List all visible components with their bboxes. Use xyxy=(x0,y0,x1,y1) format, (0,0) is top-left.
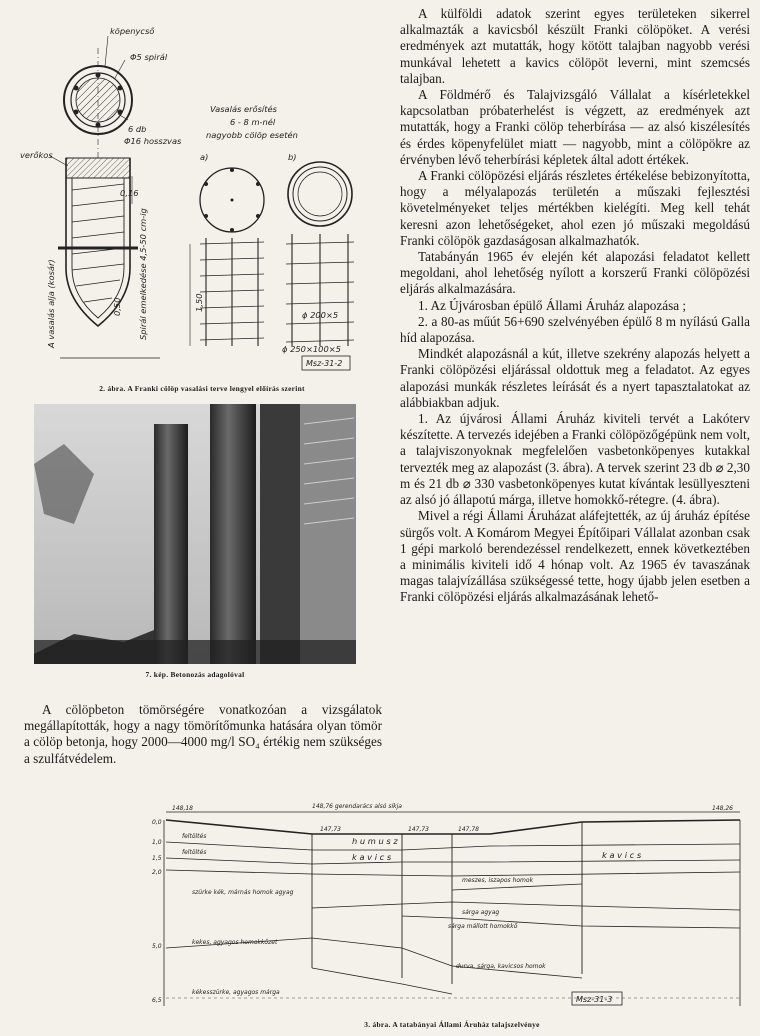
label-erosites-2: 6 - 8 m-nél xyxy=(230,117,276,127)
label-kopenycso: köpenycső xyxy=(110,26,155,36)
stamp-msz-31-3: Msz-31-3 xyxy=(576,995,613,1004)
right-list-item-1: 1. Az Újvárosban épülő Állami Áruház alapozása ; xyxy=(418,297,687,313)
label-kavics-1: k a v i c s xyxy=(352,852,392,862)
label-kekes-agyag: kékesszürke, agyagos márga xyxy=(192,989,280,996)
label-variant-a: a) xyxy=(200,152,209,162)
label-dim-050: 0,50 xyxy=(112,297,122,316)
figure-2 xyxy=(20,8,384,386)
figure-2-caption: 2. ábra. A Franki cölöp vasalási terve lengyel előírás szerint xyxy=(99,384,305,393)
right-list-item-2: 2. a 80-as műút 56+690 szelvényében épülő 8 m nyílású Galla híd alapozása. xyxy=(400,313,750,346)
label-elev-1: 147,73 xyxy=(320,826,341,833)
label-szurke-agyag: szürke kék, márnás homok agyag xyxy=(192,889,294,896)
right-paragraph-3: A Franki cölöpözési eljárás részletes értékelése bebizonyította, hogy a mélyalapozás területén a műszaki fejlesztési követelményeket teljes mértékben kielégíti. Meg kell tehát keresni azon lehetőségeket, ahol ezen jó műszaki megoldású Franki cölöpök gazdaságosan alkalmazhatók. xyxy=(400,168,750,248)
depth-label: 5,0 xyxy=(152,943,162,950)
right-paragraph-1: A külföldi adatok szerint egyes területeken sikerrel alkalmazták a kavicsból készült Franki cölöpöket. A verési eredmények azt mutatták, hogy kötött talajban nagyobb verési munkával lehetett a kavics cölöpöt leverni, mint szemcsés talajban. xyxy=(400,6,750,86)
right-column xyxy=(400,6,750,606)
figure-3-caption: 3. ábra. A tatabányai Állami Áruház talajszelvénye xyxy=(364,1020,540,1029)
right-paragraph-6: 1. Az újvárosi Állami Áruház kiviteli tervét a Lakóterv készítette. A tervezés idejében a Franki cölöpözőgépünk nem volt, a talajviszonyoknak megfelelően vasbetonköpenyes kutakkal tervezték meg az alapozást (3. ábra). A tervek szerint 23 db ⌀ 2,30 m és 21 db ⌀ 330 vasbetonköpenyes kutat kívántak lesüllyeszteni az alsó jó állapotú márga, illetve homokkő-rétegre. (4. ábra). xyxy=(400,411,750,508)
variant-cage-elevation xyxy=(190,234,354,346)
label-kavics-2: k a v i c s xyxy=(602,850,642,860)
label-gerenda: 148,76 gerendarács alsó síkja xyxy=(312,803,402,810)
photo-7-image xyxy=(34,404,356,664)
label-feltoltes-2: feltöltés xyxy=(182,849,207,856)
label-elev-2: 147,73 xyxy=(408,826,429,833)
left-paragraph: A cölöpbeton tömörségére vonatkozóan a vizsgálatok megállapították, hogy a nagy tömörítőmunka hatására olyan tömör a cölöp betonja, hogy 2000—4000 mg/l SO₄ értékig nem szükséges a szulfátvédelem. xyxy=(24,702,382,766)
right-paragraph-5: Mindkét alapozásnál a kút, illetve szekrény alapozás helyett a Franki cölöpözési eljárással oldottuk meg a feladatot. Az egyes alapozási munkák részletes leírását és a nyert tapasztalatokat az alábbiakban adjuk. xyxy=(400,346,750,410)
depth-label: 6,5 xyxy=(152,997,162,1004)
label-durva-homok: durva, sárga, kavicsos homok xyxy=(456,963,546,970)
label-top-elev-left: 148,18 xyxy=(172,805,193,812)
figure-3 xyxy=(152,798,752,1016)
label-meszes-homok: meszes, iszapos homok xyxy=(462,877,534,884)
depth-scale xyxy=(152,819,162,1004)
label-hosszvas-1: 6 db xyxy=(128,124,147,134)
depth-label: 0,0 xyxy=(152,819,162,826)
label-dim-150: 1,50 xyxy=(194,293,204,312)
variant-a-section xyxy=(200,168,264,232)
figure-2-drawing xyxy=(20,8,384,386)
label-top-elev-right: 148,26 xyxy=(712,805,733,812)
label-spiral: Φ5 spirál xyxy=(130,52,168,62)
stamp-msz-31-2: Msz-31-2 xyxy=(306,359,343,368)
label-phi-250: ϕ 250×100×5 xyxy=(282,344,341,354)
figure-3-drawing xyxy=(152,798,752,1016)
right-paragraph-2: A Földmérő és Talajvizsgáló Vállalat a kísérletekkel kapcsolatban próbaterhelést is végzett, az eredmények azt mutatták, hogy a Franki cölöp teherbírása — az alsó kiszélesítés és érdes köpenyfelület miatt — nagyobb, mint a cölöpökre az érvényben lévő teherbírási képletek által adott értékek. xyxy=(400,87,750,167)
label-humusz: h u m u s z xyxy=(352,836,398,846)
pile-elevation xyxy=(20,150,160,358)
label-elev-3: 147,78 xyxy=(458,826,479,833)
label-erosites-3: nagyobb cölöp esetén xyxy=(206,130,298,140)
label-verokos: verőkos xyxy=(20,150,53,160)
right-paragraph-4: Tatabányán 1965 év elején két alapozási feladatot kellett megoldani, ahol lehetőség nyílott a korszerű Franki cölöpözési eljárás alkalmazására. xyxy=(400,249,750,297)
label-kosar: A vasalás alja (kosár) xyxy=(46,259,56,348)
label-sarga-agyag: sárga agyag xyxy=(462,909,500,916)
label-spiral-emelkedes: Spirál emelkedése 4,5-50 cm-ig xyxy=(138,208,148,340)
label-feltoltes-1: feltöltés xyxy=(182,833,207,840)
depth-label: 1,0 xyxy=(152,839,162,846)
label-kekes-homokko: kekes, agyagos homokkőzet xyxy=(192,939,278,946)
label-phi-200: ϕ 200×5 xyxy=(302,310,339,320)
label-variant-b: b) xyxy=(288,152,297,162)
right-paragraph-7: Mivel a régi Állami Áruházat aláfejtették, az új áruház építése sürgős volt. A Komárom Megyei Építőipari Vállalat azonban csak 1 gépi markoló berendezéssel rendelkezett, ennek következtében a minimális kiviteli idő 4 hónap volt. Az 1965 év tavaszának magas talajvízállása szükségessé tette, hogy újabb jelen esetben a Franki cölöpözési eljárás alkalmazásának lehető- xyxy=(400,508,750,605)
label-erosites-1: Vasalás erősítés xyxy=(210,104,277,114)
depth-label: 2,0 xyxy=(152,869,162,876)
pile-cross-section xyxy=(64,36,132,158)
label-hosszvas-2: Φ16 hosszvas xyxy=(124,136,182,146)
photo-7 xyxy=(34,404,356,664)
variant-b-section xyxy=(288,162,352,226)
depth-label: 1,5 xyxy=(152,855,162,862)
photo-7-caption: 7. kép. Betonozás adagolóval xyxy=(145,670,245,679)
label-dim-016: 0,16 xyxy=(120,188,139,198)
label-sarga-homokko: sárga mállott homokkő xyxy=(448,923,518,930)
